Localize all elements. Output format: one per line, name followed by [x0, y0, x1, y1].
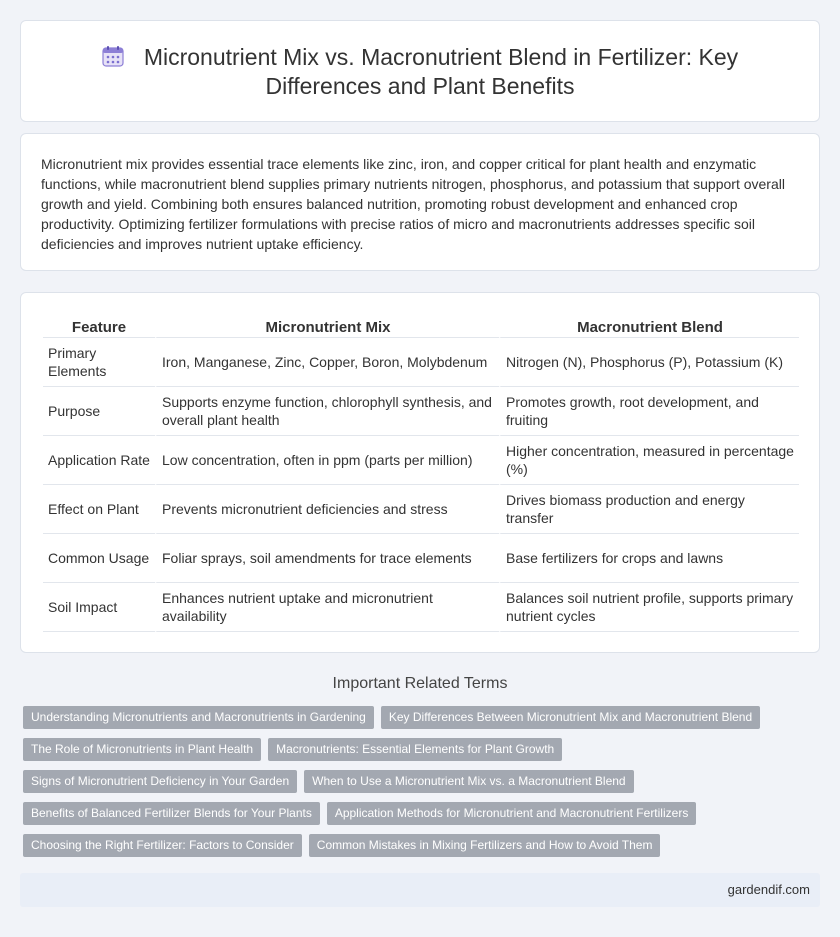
related-terms-heading: Important Related Terms [332, 675, 508, 692]
related-term-link[interactable]: The Role of Micronutrients in Plant Health [23, 738, 261, 761]
table-row [43, 387, 799, 436]
header-micronutrient-mix: Micronutrient Mix [155, 315, 499, 338]
table-row [43, 534, 799, 583]
row-feature: Purpose [43, 387, 155, 436]
related-term-link[interactable]: Macronutrients: Essential Elements for Plant Growth [268, 738, 562, 761]
row-feature: Effect on Plant [43, 485, 155, 534]
footer [20, 873, 820, 907]
tag-row [23, 834, 813, 857]
row-micro: Iron, Manganese, Zinc, Copper, Boron, Molybdenum [155, 338, 499, 387]
table-row [43, 436, 799, 485]
header-macronutrient-blend: Macronutrient Blend [499, 315, 799, 338]
row-micro: Enhances nutrient uptake and micronutrient availability [155, 583, 499, 632]
comparison-card [20, 292, 820, 653]
row-macro: Drives biomass production and energy transfer [499, 485, 799, 534]
header-card [20, 20, 820, 122]
related-term-link[interactable]: Benefits of Balanced Fertilizer Blends for Your Plants [23, 802, 320, 825]
table-row [43, 485, 799, 534]
related-term-link[interactable]: Application Methods for Micronutrient and Macronutrient Fertilizers [327, 802, 696, 825]
header-feature: Feature [43, 315, 155, 338]
title-line-1: Micronutrient Mix vs. Macronutrient Blend in Fertilizer: Key [143, 44, 739, 70]
row-macro: Nitrogen (N), Phosphorus (P), Potassium (K) [499, 338, 799, 387]
site-link[interactable]: gardendif.com [727, 882, 810, 897]
row-macro: Base fertilizers for crops and lawns [499, 534, 799, 583]
table-row [43, 338, 799, 387]
tag-row [23, 738, 813, 761]
row-macro: Promotes growth, root development, and fruiting [499, 387, 799, 436]
row-micro: Low concentration, often in ppm (parts per million) [155, 436, 499, 485]
comparison-table [43, 315, 799, 632]
row-micro: Prevents micronutrient deficiencies and stress [155, 485, 499, 534]
tag-row [23, 706, 813, 729]
tag-row [23, 770, 813, 793]
related-term-link[interactable]: Choosing the Right Fertilizer: Factors to Consider [23, 834, 302, 857]
intro-card [20, 133, 820, 271]
row-feature: Common Usage [43, 534, 155, 583]
table-header-row [43, 315, 799, 338]
page-title [21, 43, 819, 101]
row-feature: Soil Impact [43, 583, 155, 632]
row-feature: Primary Elements [43, 338, 155, 387]
row-micro: Supports enzyme function, chlorophyll synthesis, and overall plant health [155, 387, 499, 436]
intro-paragraph: Micronutrient mix provides essential trace elements like zinc, iron, and copper critical for plant health and enzymatic functions, while macronutrient blend supplies primary nutrients nitrogen, phosphorus, and potassium that support overall growth and yield. Combining both ensures balanced nutrition, promoting robust development and enhanced crop productivity. Optimizing fertilizer formulations with precise ratios of micro and macronutrients addresses specific soil deficiencies and improves nutrient uptake efficiency. [41, 156, 785, 252]
tag-row [23, 802, 813, 825]
title-line-2: Differences and Plant Benefits [265, 73, 575, 99]
related-term-link[interactable]: Understanding Micronutrients and Macronutrients in Gardening [23, 706, 374, 729]
calendar-icon [102, 45, 124, 67]
row-feature: Application Rate [43, 436, 155, 485]
related-term-link[interactable]: Common Mistakes in Mixing Fertilizers and How to Avoid Them [309, 834, 661, 857]
related-terms-list [23, 706, 813, 866]
row-macro: Higher concentration, measured in percentage (%) [499, 436, 799, 485]
related-term-link[interactable]: Key Differences Between Micronutrient Mix and Macronutrient Blend [381, 706, 760, 729]
row-macro: Balances soil nutrient profile, supports primary nutrient cycles [499, 583, 799, 632]
row-micro: Foliar sprays, soil amendments for trace elements [155, 534, 499, 583]
table-row [43, 583, 799, 632]
related-term-link[interactable]: When to Use a Micronutrient Mix vs. a Macronutrient Blend [304, 770, 633, 793]
related-term-link[interactable]: Signs of Micronutrient Deficiency in Your Garden [23, 770, 297, 793]
